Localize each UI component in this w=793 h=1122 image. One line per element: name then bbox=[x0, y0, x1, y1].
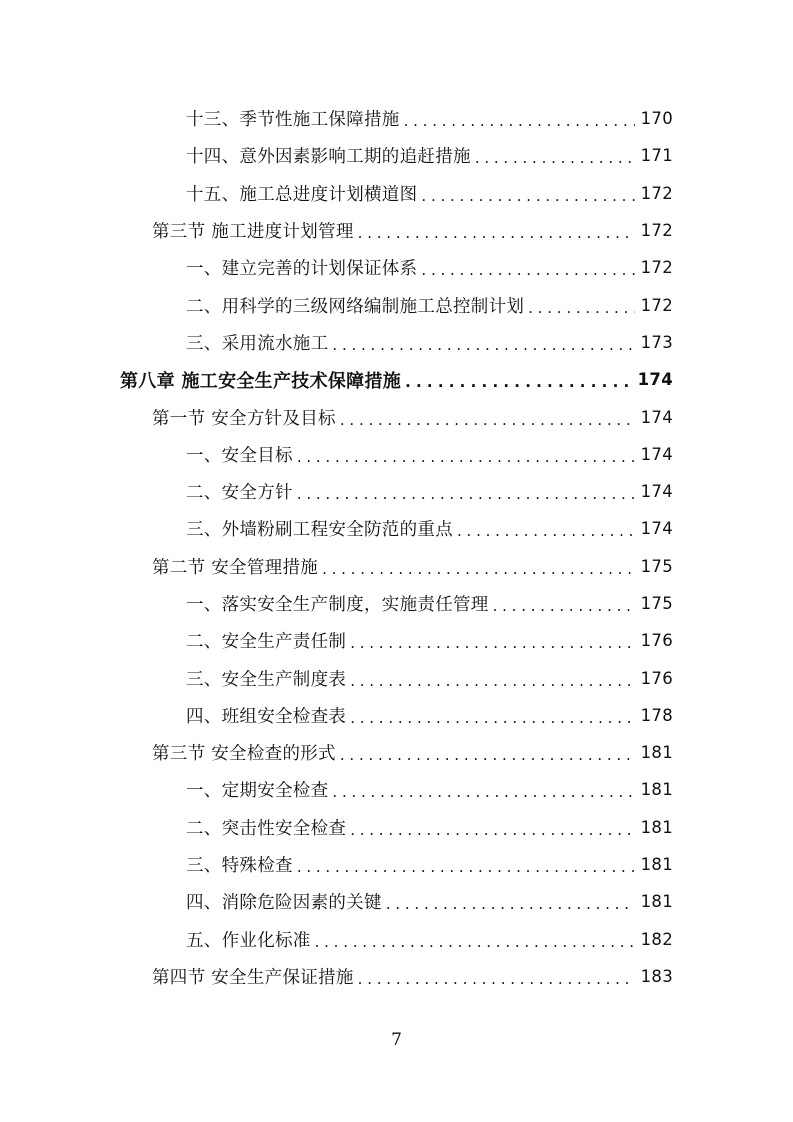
toc-entry-title: 第二节 安全管理措施 bbox=[152, 557, 319, 578]
toc-entry-title: 三、特殊检查 bbox=[186, 856, 293, 877]
toc-item-entry[interactable] bbox=[0, 324, 793, 361]
toc-entry-page: 182 bbox=[640, 929, 673, 949]
toc-entry-title: 二、用科学的三级网络编制施工总控制计划 bbox=[186, 296, 525, 317]
toc-entry-page: 181 bbox=[640, 892, 673, 912]
toc-dot-leader bbox=[421, 183, 634, 204]
toc-entry-title: 十五、施工总进度计划横道图 bbox=[186, 184, 418, 205]
toc-entry-title: 第八章 施工安全生产技术保障措施 bbox=[120, 370, 402, 392]
toc-item-entry[interactable] bbox=[0, 846, 793, 883]
toc-item-entry[interactable] bbox=[0, 771, 793, 808]
toc-entry-page: 181 bbox=[640, 780, 673, 800]
toc-item-entry[interactable] bbox=[0, 286, 793, 323]
toc-entry-title: 二、安全方针 bbox=[186, 483, 293, 504]
toc-dot-leader bbox=[350, 817, 634, 838]
toc-entry-title: 一、落实安全生产制度，实施责任管理 bbox=[186, 595, 489, 615]
toc-dot-leader bbox=[332, 332, 634, 353]
toc-entry-title: 一、建立完善的计划保证体系 bbox=[186, 259, 418, 280]
toc-item-entry[interactable] bbox=[0, 436, 793, 473]
toc-dot-leader bbox=[332, 779, 634, 800]
toc-entry-page: 170 bbox=[640, 109, 673, 129]
toc-entry-page: 178 bbox=[640, 705, 673, 725]
toc-entry-page: 174 bbox=[640, 444, 673, 464]
toc-dot-leader bbox=[350, 705, 634, 726]
toc-section-entry[interactable] bbox=[0, 398, 793, 435]
toc-dot-leader bbox=[340, 407, 635, 428]
toc-item-entry[interactable] bbox=[0, 175, 793, 212]
toc-item-entry[interactable] bbox=[0, 473, 793, 510]
toc-item-entry[interactable] bbox=[0, 249, 793, 286]
toc-item-entry[interactable] bbox=[0, 622, 793, 659]
toc-entry-page: 176 bbox=[640, 631, 673, 651]
toc-dot-leader bbox=[297, 854, 635, 875]
toc-entry-title: 十三、季节性施工保障措施 bbox=[186, 110, 400, 131]
toc-entry-page: 172 bbox=[640, 258, 673, 278]
toc-entry-page: 174 bbox=[637, 370, 673, 390]
toc-dot-leader bbox=[297, 444, 635, 465]
toc-entry-title: 第一节 安全方针及目标 bbox=[152, 408, 336, 429]
toc-dot-leader bbox=[340, 742, 635, 763]
toc-entry-page: 174 bbox=[640, 519, 673, 539]
toc-chapter-entry[interactable] bbox=[0, 361, 793, 398]
toc-item-entry[interactable] bbox=[0, 659, 793, 696]
toc-section-entry[interactable] bbox=[0, 548, 793, 585]
toc-entry-page: 175 bbox=[640, 594, 673, 613]
toc-entry-title: 三、采用流水施工 bbox=[186, 333, 329, 354]
toc-entry-page: 181 bbox=[640, 743, 673, 763]
toc-section-entry[interactable] bbox=[0, 734, 793, 771]
toc-entry-page: 172 bbox=[640, 295, 673, 315]
toc-entry-page: 183 bbox=[640, 966, 673, 986]
toc-entry-title: 十四、意外因素影响工期的追赶措施 bbox=[186, 147, 471, 168]
toc-entry-title: 一、安全目标 bbox=[186, 445, 293, 466]
toc-entry-title: 四、班组安全检查表 bbox=[186, 706, 347, 727]
toc-entry-title: 第三节 安全检查的形式 bbox=[152, 744, 336, 765]
toc-entry-title: 三、安全生产制度表 bbox=[186, 669, 347, 690]
toc-entry-title: 三、外墙粉刷工程安全防范的重点 bbox=[186, 520, 453, 541]
toc-entry-title: 二、突击性安全检查 bbox=[186, 818, 347, 839]
toc-entry-title: 五、作业化标准 bbox=[186, 930, 311, 951]
toc-entry-page: 174 bbox=[640, 407, 673, 427]
toc-section-entry[interactable] bbox=[0, 958, 793, 995]
toc-entry-title: 四、消除危险因素的关键 bbox=[186, 893, 382, 914]
toc-dot-leader bbox=[358, 220, 635, 241]
toc-item-entry[interactable] bbox=[0, 510, 793, 547]
toc-item-entry[interactable] bbox=[0, 809, 793, 846]
toc-dot-leader bbox=[386, 891, 635, 912]
toc-item-entry[interactable] bbox=[0, 921, 793, 958]
toc-entry-page: 181 bbox=[640, 855, 673, 875]
toc-dot-leader bbox=[405, 369, 632, 390]
toc-dot-leader bbox=[350, 668, 634, 689]
toc-entry-page: 173 bbox=[640, 332, 673, 352]
toc-dot-leader bbox=[322, 556, 635, 577]
table-of-contents bbox=[0, 100, 793, 995]
toc-section-entry[interactable] bbox=[0, 212, 793, 249]
toc-dot-leader bbox=[404, 108, 635, 129]
toc-dot-leader bbox=[358, 966, 635, 987]
toc-entry-title: 二、安全生产责任制 bbox=[186, 632, 347, 653]
toc-dot-leader bbox=[297, 481, 635, 502]
toc-entry-title: 第三节 施工进度计划管理 bbox=[152, 222, 354, 243]
toc-dot-leader bbox=[475, 145, 635, 166]
toc-dot-leader bbox=[493, 593, 635, 614]
toc-entry-page: 171 bbox=[640, 146, 673, 166]
toc-dot-leader bbox=[350, 630, 634, 651]
toc-item-entry[interactable] bbox=[0, 585, 793, 622]
toc-entry-page: 174 bbox=[640, 482, 673, 502]
toc-dot-leader bbox=[421, 257, 634, 278]
toc-entry-page: 172 bbox=[640, 183, 673, 203]
toc-dot-leader bbox=[528, 295, 634, 316]
toc-entry-title: 第四节 安全生产保证措施 bbox=[152, 967, 354, 988]
toc-item-entry[interactable] bbox=[0, 137, 793, 174]
toc-dot-leader bbox=[457, 518, 635, 539]
toc-entry-page: 172 bbox=[640, 221, 673, 241]
toc-dot-leader bbox=[315, 929, 635, 950]
toc-entry-page: 181 bbox=[640, 817, 673, 837]
toc-entry-title: 一、定期安全检查 bbox=[186, 781, 329, 802]
toc-item-entry[interactable] bbox=[0, 100, 793, 137]
toc-item-entry[interactable] bbox=[0, 883, 793, 920]
toc-item-entry[interactable] bbox=[0, 697, 793, 734]
page-number: 7 bbox=[391, 1030, 402, 1050]
toc-entry-page: 176 bbox=[640, 668, 673, 688]
toc-entry-page: 175 bbox=[640, 556, 673, 576]
